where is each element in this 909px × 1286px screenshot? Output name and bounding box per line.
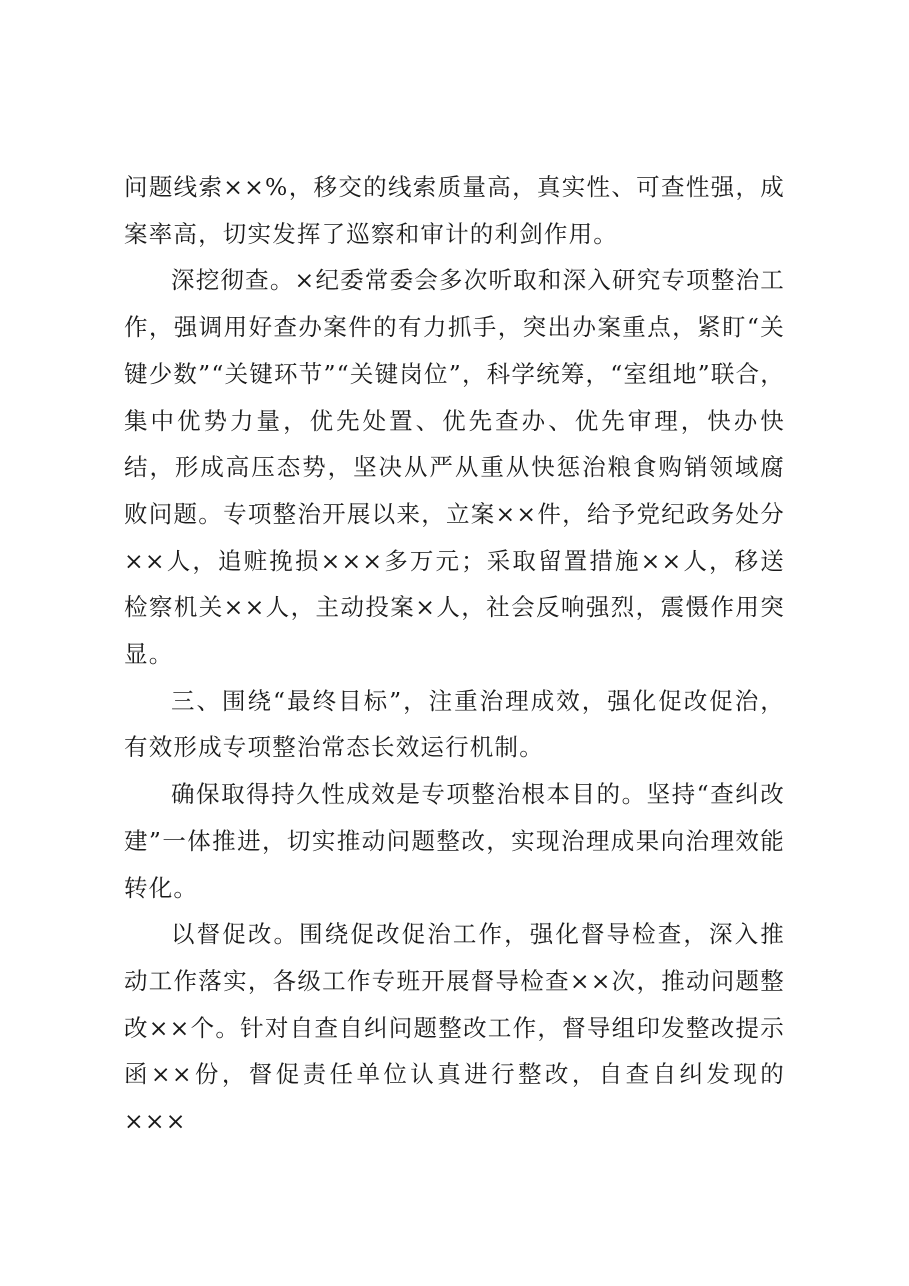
section-heading-three: 三、围绕“最终目标”，注重治理成效，强化促改促治，有效形成专项整治常态长效运行机制。 [124,686,785,762]
paragraph-deep-investigation: 深挖彻查。×纪委常委会多次听取和深入研究专项整治工作，强调用好查办案件的有力抓手，突出办案重点，紧盯“关键少数”“关键环节”“关键岗位”，科学统筹，“室组地”联合，集中优势力量，优先处置、优先查办、优先审理，快办快结，形成高压态势，坚决从严从重从快惩治粮食购销领域腐败问题。专项整治开展以来，立案××件，给予党纪政务处分××人，追赃挽损×××多万元；采取留置措施××人，移送检察机关××人，主动投案×人，社会反响强烈，震慑作用突显。 [124,266,785,669]
document-body [124,164,785,1145]
paragraph-problem-clues: 问题线索××%，移交的线索质量高，真实性、可查性强，成案率高，切实发挥了巡察和审计的利剑作用。 [124,173,785,248]
paragraph-lasting-results: 确保取得持久性成效是专项整治根本目的。坚持“查纠改建”一体推进，切实推动问题整改，实现治理成果向治理效能转化。 [124,780,785,902]
paragraph-supervise-rectification: 以督促改。围绕促改促治工作，强化督导检查，深入推动工作落实，各级工作专班开展督导检查××次，推动问题整改××个。针对自查自纠问题整改工作，督导组印发整改提示函××份，督促责任单位认真进行整改，自查自纠发现的××× [124,920,785,1136]
